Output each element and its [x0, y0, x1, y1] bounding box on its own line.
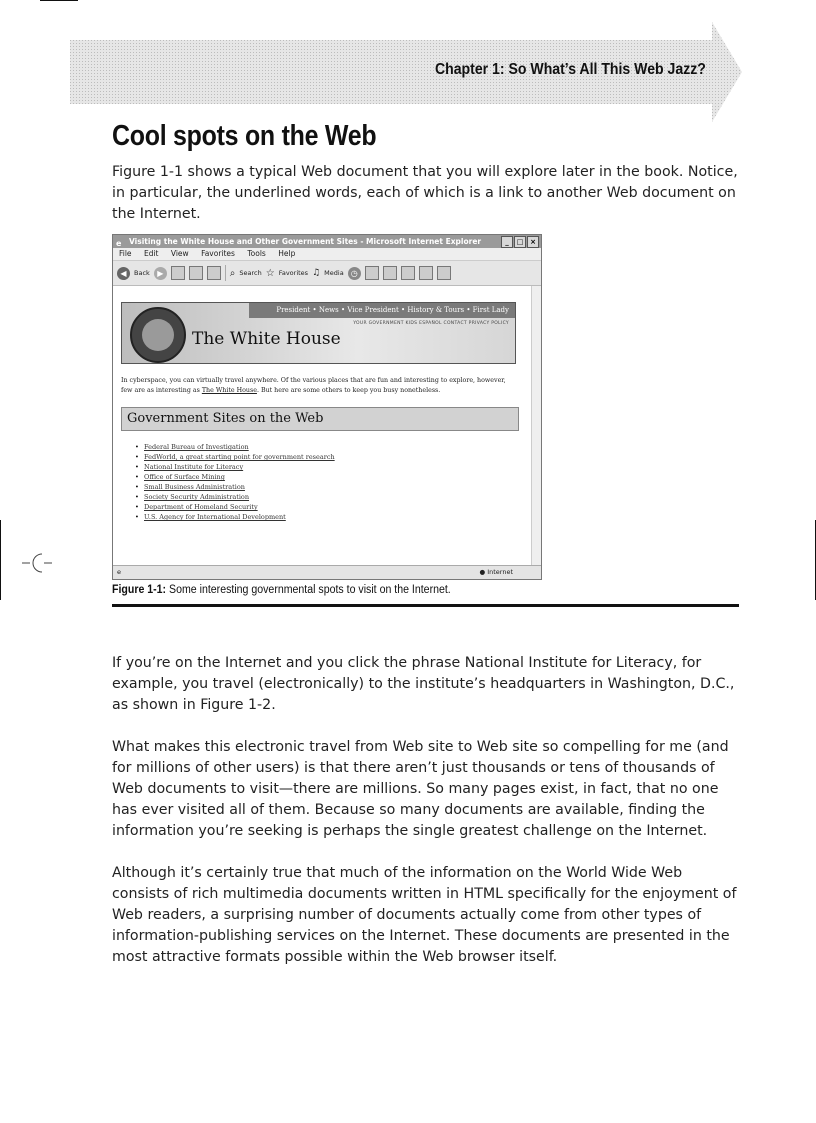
internet-zone: ● Internet: [479, 568, 513, 576]
maximize-icon[interactable]: □: [514, 236, 526, 248]
gov-sites-heading: Government Sites on the Web: [121, 407, 519, 431]
intro-text-after: . But here are some others to keep you busy nonetheless.: [256, 387, 441, 394]
menu-edit[interactable]: Edit: [143, 249, 159, 258]
messenger-icon[interactable]: [437, 266, 451, 280]
list-item[interactable]: [135, 462, 335, 472]
back-label[interactable]: Back: [134, 269, 150, 277]
list-item[interactable]: [135, 512, 335, 522]
link-ssa[interactable]: Society Security Administration: [144, 493, 250, 501]
forward-arrow-icon[interactable]: ▶: [154, 267, 167, 280]
link-usaid[interactable]: U.S. Agency for International Development: [144, 513, 286, 521]
menu-file[interactable]: File: [119, 249, 132, 258]
link-fbi[interactable]: Federal Bureau of Investigation: [144, 443, 249, 451]
chapter-label: Chapter 1:: [435, 61, 505, 78]
list-item[interactable]: [135, 492, 335, 502]
refresh-icon[interactable]: [189, 266, 203, 280]
menu-view[interactable]: View: [170, 249, 189, 258]
close-icon[interactable]: ×: [527, 236, 539, 248]
window-controls: [501, 236, 539, 248]
intro-text-before: In cyberspace, you can virtually travel anywhere. Of the various places that are fun and interesting to explore, however, few are as interesting as: [121, 377, 506, 394]
mail-icon[interactable]: [365, 266, 379, 280]
figure-caption: [112, 584, 451, 596]
chapter-title: So What’s All This Web Jazz?: [508, 61, 706, 78]
paragraph-literacy: If you’re on the Internet and you click the phrase National Institute for Literacy, for example, you travel (electronically) to the institute’s headquarters in Washington, D.C., as shown in Figure 1-2.: [112, 655, 735, 713]
gov-links-list: [135, 442, 335, 522]
link-dhs[interactable]: Department of Homeland Security: [144, 503, 258, 511]
paragraph-travel: What makes this electronic travel from Web site to Web site so compelling for me (and for millions of other users) is that there aren’t just thousands or tens of thousands of Web documents to visit—there are millions. So many pages exist, in fact, that no one has ever visited all of them. Because so many documents are available, finding the information you’re seeking is perhaps the single greatest challenge on the Internet.: [112, 739, 729, 839]
caption-rule: [112, 604, 739, 607]
section-title: Cool spots on the Web: [112, 120, 377, 152]
list-item[interactable]: [135, 502, 335, 512]
white-house-link[interactable]: The White House: [201, 387, 257, 394]
paragraph-intro: Figure 1-1 shows a typical Web document that you will explore later in the book. Notice, in particular, the underlined words, each of which is a link to another Web document on the Internet.: [112, 164, 738, 222]
registration-mark-icon: [22, 551, 52, 575]
list-item[interactable]: [135, 452, 335, 462]
chapter-heading: [435, 61, 706, 79]
media-icon[interactable]: ♫: [312, 268, 321, 278]
search-icon[interactable]: ⌕: [229, 267, 236, 279]
minimize-icon[interactable]: _: [501, 236, 513, 248]
home-icon[interactable]: [207, 266, 221, 280]
stop-icon[interactable]: [171, 266, 185, 280]
paragraph-formats: Although it’s certainly true that much of the information on the World Wide Web consists of rich multimedia documents written in HTML specifically for the enjoyment of Web readers, a surprising number of documents actually come from other types of information-publishing services on the Internet. These documents are presented in the most attractive formats possible within the Web browser itself.: [112, 865, 737, 965]
menu-favorites[interactable]: Favorites: [201, 249, 235, 258]
link-fedworld[interactable]: FedWorld, a great starting point for government research: [144, 453, 335, 461]
figure-caption-text: Some interesting governmental spots to visit on the Internet.: [169, 584, 451, 596]
window-title: Visiting the White House and Other Government Sites - Microsoft Internet Explorer: [129, 237, 482, 246]
menu-tools[interactable]: Tools: [247, 249, 266, 258]
browser-titlebar: [113, 235, 541, 248]
vertical-scrollbar[interactable]: [531, 286, 541, 566]
page-intro-text: [121, 376, 516, 396]
favorites-label[interactable]: Favorites: [278, 269, 309, 277]
discuss-icon[interactable]: [419, 266, 433, 280]
edit-icon[interactable]: [401, 266, 415, 280]
white-house-subnav[interactable]: YOUR GOVERNMENT KIDS ESPAÑOL CONTACT PRIVACY POLICY: [353, 321, 509, 326]
menu-help[interactable]: Help: [278, 249, 296, 258]
web-page-content: [113, 286, 531, 566]
page-done-icon: e: [117, 568, 121, 576]
list-item[interactable]: [135, 482, 335, 492]
favorites-star-icon[interactable]: ☆: [265, 267, 275, 279]
link-literacy[interactable]: National Institute for Literacy: [144, 463, 244, 471]
browser-screenshot: [112, 234, 542, 580]
status-bar: [113, 565, 541, 579]
menu-bar: [113, 248, 541, 261]
toolbar-separator: [225, 265, 226, 281]
search-label[interactable]: Search: [239, 269, 262, 277]
browser-toolbar: [113, 261, 541, 286]
history-icon[interactable]: ◷: [348, 267, 361, 280]
back-arrow-icon[interactable]: ◀: [117, 267, 130, 280]
internet-zone-label: Internet: [487, 568, 513, 576]
presidential-seal-icon: [130, 307, 186, 363]
print-icon[interactable]: [383, 266, 397, 280]
white-house-nav[interactable]: President • News • Vice President • History & Tours • First Lady: [249, 303, 515, 318]
white-house-banner[interactable]: [121, 302, 516, 364]
crop-mark-left: [0, 520, 1, 600]
list-item[interactable]: [135, 472, 335, 482]
crop-mark-top-left: [40, 0, 78, 1]
figure-label: Figure 1-1:: [112, 584, 167, 596]
white-house-title: The White House: [192, 329, 341, 349]
media-label[interactable]: Media: [324, 269, 344, 277]
list-item[interactable]: [135, 442, 335, 452]
link-sba[interactable]: Small Business Administration: [144, 483, 245, 491]
link-surface-mining[interactable]: Office of Surface Mining: [144, 473, 225, 481]
ie-logo-icon: e: [116, 239, 122, 248]
